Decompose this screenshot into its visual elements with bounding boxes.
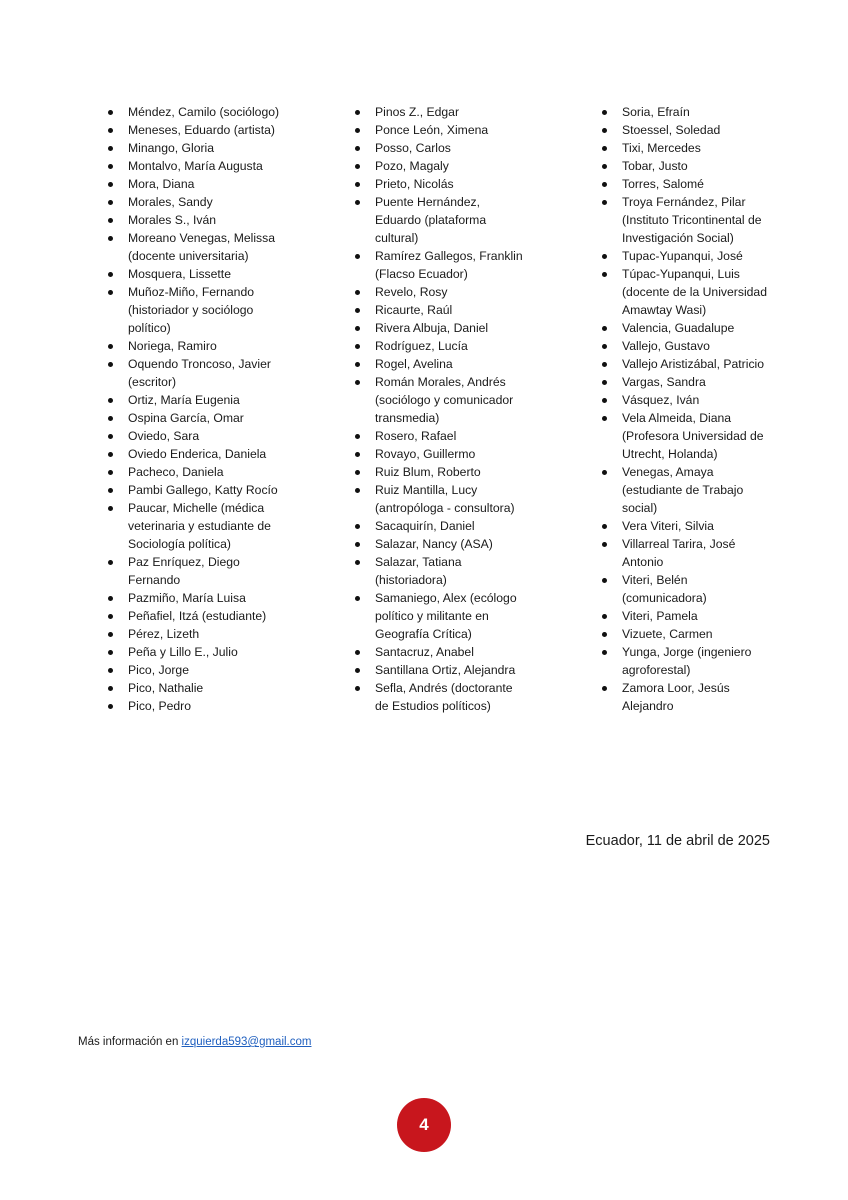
signatory-item: Soria, Efraín	[600, 103, 772, 121]
signatory-item: Posso, Carlos	[353, 139, 528, 157]
signatory-item: Mosquera, Lissette	[106, 265, 286, 283]
signatory-item: Ponce León, Ximena	[353, 121, 528, 139]
signatory-item: Peñafiel, Itzá (estudiante)	[106, 607, 286, 625]
signatory-item: Viteri, Pamela	[600, 607, 772, 625]
signatory-item: Revelo, Rosy	[353, 283, 528, 301]
signatory-item: Zamora Loor, Jesús Alejandro	[600, 679, 772, 715]
signatory-item: Morales, Sandy	[106, 193, 286, 211]
signatory-item: Morales S., Iván	[106, 211, 286, 229]
signatory-item: Oviedo Enderica, Daniela	[106, 445, 286, 463]
signatory-item: Noriega, Ramiro	[106, 337, 286, 355]
signatory-item: Tupac-Yupanqui, José	[600, 247, 772, 265]
signatory-item: Vallejo, Gustavo	[600, 337, 772, 355]
footer-info	[78, 1036, 311, 1048]
signatory-item: Santillana Ortiz, Alejandra	[353, 661, 528, 679]
signatory-item: Román Morales, Andrés (sociólogo y comunicador transmedia)	[353, 373, 528, 427]
signatory-item: Pambi Gallego, Katty Rocío	[106, 481, 286, 499]
signatory-item: Méndez, Camilo (sociólogo)	[106, 103, 286, 121]
signatory-item: Mora, Diana	[106, 175, 286, 193]
signatory-item: Ospina García, Omar	[106, 409, 286, 427]
signatory-item: Pico, Jorge	[106, 661, 286, 679]
signatory-item: Ortiz, María Eugenia	[106, 391, 286, 409]
signatory-item: Prieto, Nicolás	[353, 175, 528, 193]
signatory-item: Oviedo, Sara	[106, 427, 286, 445]
page-number-badge	[397, 1098, 451, 1152]
signatory-item: Rodríguez, Lucía	[353, 337, 528, 355]
signatory-item: Pazmiño, María Luisa	[106, 589, 286, 607]
signatory-item: Viteri, Belén (comunicadora)	[600, 571, 772, 607]
signatory-item: Rovayo, Guillermo	[353, 445, 528, 463]
signatory-item: Meneses, Eduardo (artista)	[106, 121, 286, 139]
signatory-item: Villarreal Tarira, José Antonio	[600, 535, 772, 571]
signatory-item: Puente Hernández, Eduardo (plataforma cultural)	[353, 193, 528, 247]
signatory-item: Vera Viteri, Silvia	[600, 517, 772, 535]
signatory-item: Ramírez Gallegos, Franklin (Flacso Ecuador)	[353, 247, 528, 283]
signatory-item: Pérez, Lizeth	[106, 625, 286, 643]
signatory-item: Rosero, Rafael	[353, 427, 528, 445]
signatory-item: Pinos Z., Edgar	[353, 103, 528, 121]
signatory-item: Pacheco, Daniela	[106, 463, 286, 481]
signatory-item: Vásquez, Iván	[600, 391, 772, 409]
signatory-item: Muñoz-Miño, Fernando (historiador y sociólogo político)	[106, 283, 286, 337]
signatory-item: Vargas, Sandra	[600, 373, 772, 391]
signatory-item: Venegas, Amaya (estudiante de Trabajo social)	[600, 463, 772, 517]
signatory-item: Ruiz Mantilla, Lucy (antropóloga - consultora)	[353, 481, 528, 517]
signatory-item: Troya Fernández, Pilar (Instituto Tricontinental de Investigación Social)	[600, 193, 772, 247]
signatories-column-3	[600, 103, 772, 715]
signatory-item: Oquendo Troncoso, Javier (escritor)	[106, 355, 286, 391]
signatory-item: Moreano Venegas, Melissa (docente universitaria)	[106, 229, 286, 265]
signatory-item: Minango, Gloria	[106, 139, 286, 157]
signatory-item: Peña y Lillo E., Julio	[106, 643, 286, 661]
signatory-item: Salazar, Tatiana (historiadora)	[353, 553, 528, 589]
signatory-item: Paz Enríquez, Diego Fernando	[106, 553, 286, 589]
signatory-item: Montalvo, María Augusta	[106, 157, 286, 175]
place-date: Ecuador, 11 de abril de 2025	[585, 833, 770, 849]
signatory-item: Paucar, Michelle (médica veterinaria y estudiante de Sociología política)	[106, 499, 286, 553]
signatory-item: Valencia, Guadalupe	[600, 319, 772, 337]
signatory-item: Ricaurte, Raúl	[353, 301, 528, 319]
signatory-item: Yunga, Jorge (ingeniero agroforestal)	[600, 643, 772, 679]
signatory-item: Tobar, Justo	[600, 157, 772, 175]
signatory-item: Stoessel, Soledad	[600, 121, 772, 139]
signatory-item: Samaniego, Alex (ecólogo político y militante en Geografía Crítica)	[353, 589, 528, 643]
signatory-item: Vallejo Aristizábal, Patricio	[600, 355, 772, 373]
signatory-item: Rivera Albuja, Daniel	[353, 319, 528, 337]
signatories-column-1	[106, 103, 286, 715]
signatory-item: Pico, Nathalie	[106, 679, 286, 697]
signatory-item: Torres, Salomé	[600, 175, 772, 193]
signatory-item: Vizuete, Carmen	[600, 625, 772, 643]
contact-email-link[interactable]: izquierda593@gmail.com	[181, 1036, 312, 1048]
page-number: 4	[419, 1115, 429, 1134]
signatory-item: Ruiz Blum, Roberto	[353, 463, 528, 481]
signatory-item: Sacaquirín, Daniel	[353, 517, 528, 535]
signatory-item: Rogel, Avelina	[353, 355, 528, 373]
signatory-item: Vela Almeida, Diana (Profesora Universidad de Utrecht, Holanda)	[600, 409, 772, 463]
signatory-item: Pico, Pedro	[106, 697, 286, 715]
signatory-item: Sefla, Andrés (doctorante de Estudios políticos)	[353, 679, 528, 715]
signatory-item: Tixi, Mercedes	[600, 139, 772, 157]
signatories-column-2	[353, 103, 528, 715]
signatory-item: Salazar, Nancy (ASA)	[353, 535, 528, 553]
footer-info-label: Más información en	[78, 1036, 182, 1048]
signatory-item: Túpac-Yupanqui, Luis (docente de la Universidad Amawtay Wasi)	[600, 265, 772, 319]
signatory-item: Santacruz, Anabel	[353, 643, 528, 661]
signatory-item: Pozo, Magaly	[353, 157, 528, 175]
